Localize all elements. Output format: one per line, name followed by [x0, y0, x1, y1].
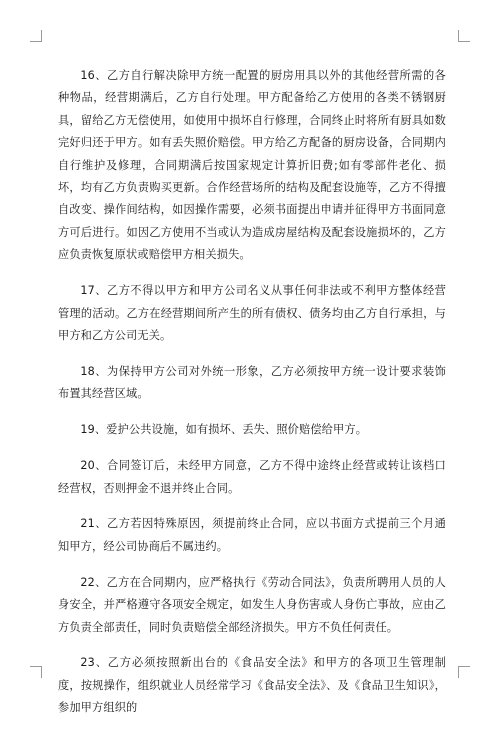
corner-mark-top-right-h — [458, 41, 470, 42]
clause-21: 21、乙方若因特殊原因，须提前终止合同，应以书面方式提前三个月通知甲方，经公司协商后不属违约。 — [58, 517, 446, 553]
corner-mark-bottom-right-v — [458, 666, 459, 678]
clause-17: 17、乙方不得以甲方和甲方公司名义从事任何非法或不利甲方整体经营管理的活动。乙方在经营期间所产生的所有债权、债务均由乙方自行承担，与甲方和乙方公司无关。 — [58, 284, 446, 342]
corner-mark-top-right-v — [458, 30, 459, 42]
clause-23: 23、乙方必须按照新出台的《食品安全法》和甲方的各项卫生管理制度，按规操作，组织就业人员经常学习《食品安全法》、及《食品卫生知识》，参加甲方组织的 — [58, 656, 446, 715]
clause-22: 22、乙方在合同期内，应严格执行《劳动合同法》，负责所聘用人员的人身安全，并严格遵守各项安全规定，如发生人身伤害或人身伤亡事故，应由乙方负责全部责任，同时负责赔偿全部经济损失。甲方不负任何责任。 — [58, 575, 446, 634]
corner-mark-bottom-left-v — [41, 666, 42, 678]
clause-18: 18、为保持甲方公司对外统一形象，乙方必须按甲方统一设计要求装饰布置其经营区域。 — [58, 364, 446, 401]
clause-20: 20、合同签订后，未经甲方同意，乙方不得中途终止经营或转让该档口经营权，否则押金不退并终止合同。 — [58, 459, 446, 495]
corner-mark-bottom-right-h — [458, 666, 470, 667]
corner-mark-top-left-v — [41, 30, 42, 42]
clause-16: 16、乙方自行解决除甲方统一配置的厨房用具以外的其他经营所需的各种物品，经营期满后，乙方自行处理。甲方配备给乙方使用的各类不锈钢厨具，留给乙方无偿使用，如使用中损坏自行修理，合同终止时将所有厨具如数完好归还于甲方。如有丢失照价赔偿。甲方给乙方配备的厨房设备，合同期内自行维护及修理，合同期满后按国家规定计算折旧费;如有零部件老化、损坏，均有乙方负责购买更新。合作经营场所的结构及配套设施等，乙方不得擅自改变、操作间结构，如因操作需要，必须书面提出申请并征得甲方书面同意方可后进行。如因乙方使用不当或认为造成房屋结构及配套设施损坏的，乙方应负责恢复原状或赔偿甲方相关损失。 — [58, 69, 446, 262]
clause-19: 19、爱护公共设施，如有损坏、丢失、照价赔偿给甲方。 — [80, 423, 368, 437]
document-body — [58, 65, 446, 733]
